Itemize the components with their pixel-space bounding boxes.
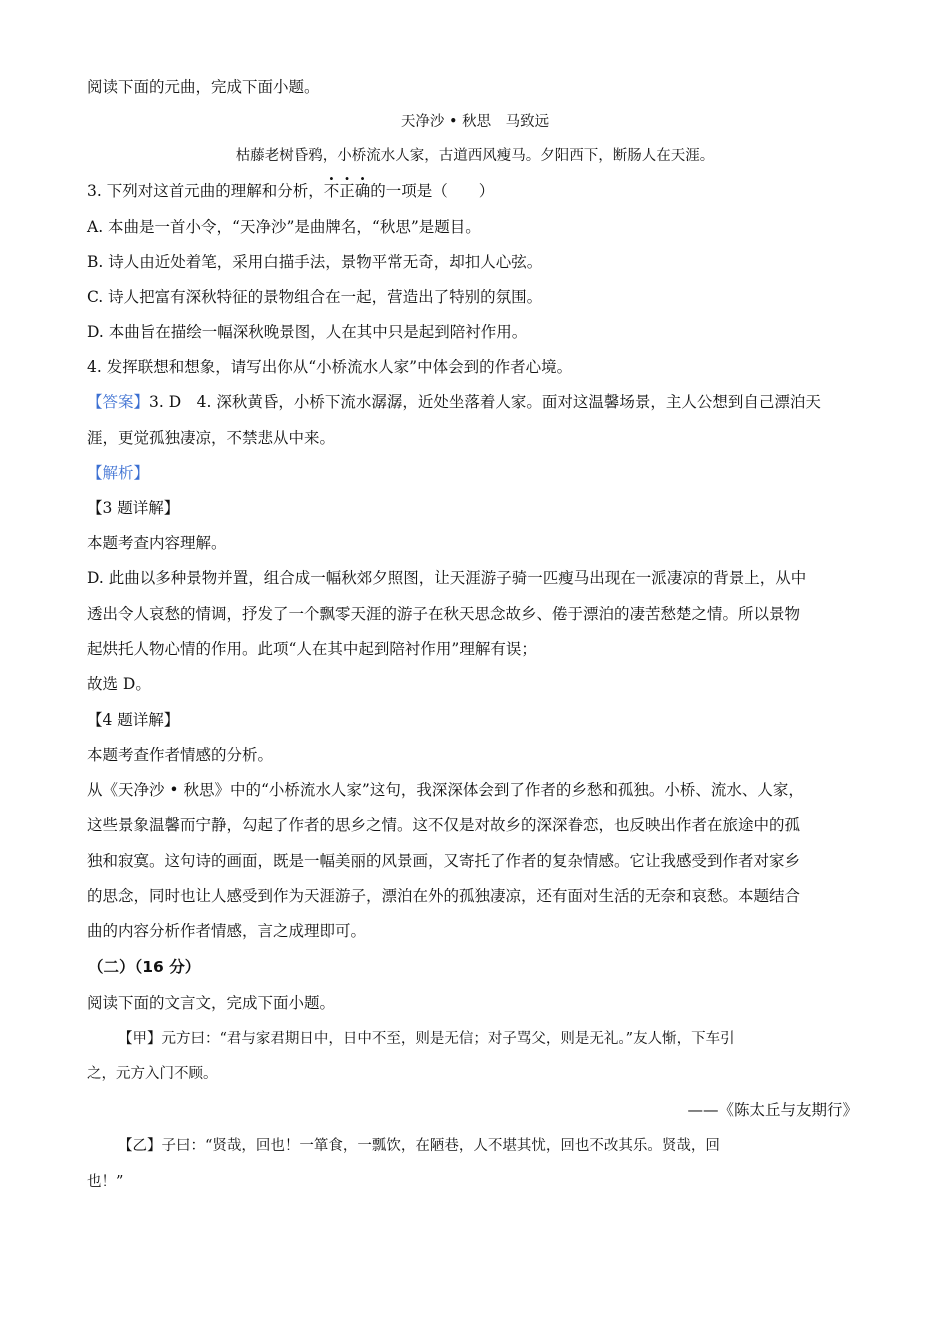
- passage-jia-line-1: 【甲】元方曰：“君与家君期日中，日中不至，则是无信；对子骂父，则是无礼。”友人惭，下车引: [118, 1031, 735, 1047]
- option-d: D. 本曲旨在描绘一幅深秋晚景图，人在其中只是起到陪衬作用。: [87, 323, 528, 341]
- analysis-label: 【解析】: [87, 464, 150, 482]
- q4-detail-line: 本题考查作者情感的分析。: [87, 746, 274, 764]
- section-heading: （二）（16 分）: [88, 958, 201, 976]
- passage-jia-line-2: 之，元方入门不顾。: [87, 1066, 218, 1082]
- section-intro: 阅读下面的文言文，完成下面小题。: [87, 994, 336, 1012]
- answer-line-1: [87, 392, 821, 412]
- q3-detail-line: 起烘托人物心情的作用。此项“人在其中起到陪衬作用”理解有误；: [87, 640, 537, 658]
- passage-jia-source: ——《陈太丘与友期行》: [687, 1101, 858, 1119]
- question-3: [87, 181, 494, 201]
- option-b: B. 诗人由近处着笔，采用白描手法，景物平常无奇，却扣人心弦。: [87, 253, 543, 271]
- q4-detail-line: 这些景象温馨而宁静，勾起了作者的思乡之情。这不仅是对故乡的深深眷恋，也反映出作者在旅途中的孤: [87, 816, 801, 834]
- q4-detail-line: 曲的内容分析作者情感，言之成理即可。: [87, 922, 367, 940]
- question-4: 4. 发挥联想和想象，请写出你从“小桥流水人家”中体会到的作者心境。: [87, 358, 573, 376]
- q3-detail-line: 故选 D。: [87, 675, 151, 693]
- answer-text: 3. D 4. 深秋黄昏，小桥下流水潺潺，近处坐落着人家。面对这温馨场景，主人公想到自己漂泊天: [149, 393, 821, 411]
- q3-detail-line: D. 此曲以多种景物并置，组合成一幅秋郊夕照图，让天涯游子骑一匹瘦马出现在一派凄凉的背景上，从中: [87, 569, 807, 587]
- option-c: C. 诗人把富有深秋特征的景物组合在一起，营造出了特别的氛围。: [87, 288, 543, 306]
- question-3-prefix: 3. 下列对这首元曲的理解和分析，: [87, 182, 324, 200]
- question-3-suffix: 的一项是（ ）: [370, 182, 495, 200]
- emphasis-char: 不: [323, 182, 340, 200]
- emphasis-char: 正: [339, 182, 355, 200]
- intro-text: 阅读下面的元曲，完成下面小题。: [87, 78, 320, 96]
- emphasis-char: 确: [354, 182, 371, 200]
- q4-detail-label: 【4 题详解】: [87, 711, 180, 729]
- answer-label: 【答案】: [87, 393, 150, 411]
- q4-detail-line: 从《天净沙 • 秋思》中的“小桥流水人家”这句，我深深体会到了作者的乡愁和孤独。小桥、流水、人家，: [87, 781, 804, 799]
- poem-title: 天净沙 • 秋思 马致远: [400, 114, 550, 130]
- q4-detail-line: 独和寂寞。这句诗的画面，既是一幅美丽的风景画，又寄托了作者的复杂情感。它让我感受到作者对家乡: [87, 852, 801, 870]
- answer-line-2: 涯，更觉孤独凄凉，不禁悲从中来。: [87, 429, 336, 447]
- q3-detail-line: 本题考查内容理解。: [87, 534, 227, 552]
- q4-detail-line: 的思念，同时也让人感受到作为天涯游子，漂泊在外的孤独凄凉，还有面对生活的无奈和哀愁。本题结合: [87, 887, 801, 905]
- option-a: A. 本曲是一首小令，“天净沙”是曲牌名，“秋思”是题目。: [87, 218, 481, 236]
- poem-text: 枯藤老树昏鸦，小桥流水人家，古道西风瘦马。夕阳西下，断肠人在天涯。: [235, 148, 715, 164]
- q3-detail-label: 【3 题详解】: [87, 499, 180, 517]
- passage-yi-line-2: 也！”: [87, 1174, 124, 1190]
- passage-yi-line-1: 【乙】子曰：“贤哉，回也！一箪食，一瓢饮，在陋巷，人不堪其忧，回也不改其乐。贤哉，回: [118, 1138, 720, 1154]
- q3-detail-line: 透出令人哀愁的情调，抒发了一个飘零天涯的游子在秋天思念故乡、倦于漂泊的凄苦愁楚之情。所以景物: [87, 605, 801, 623]
